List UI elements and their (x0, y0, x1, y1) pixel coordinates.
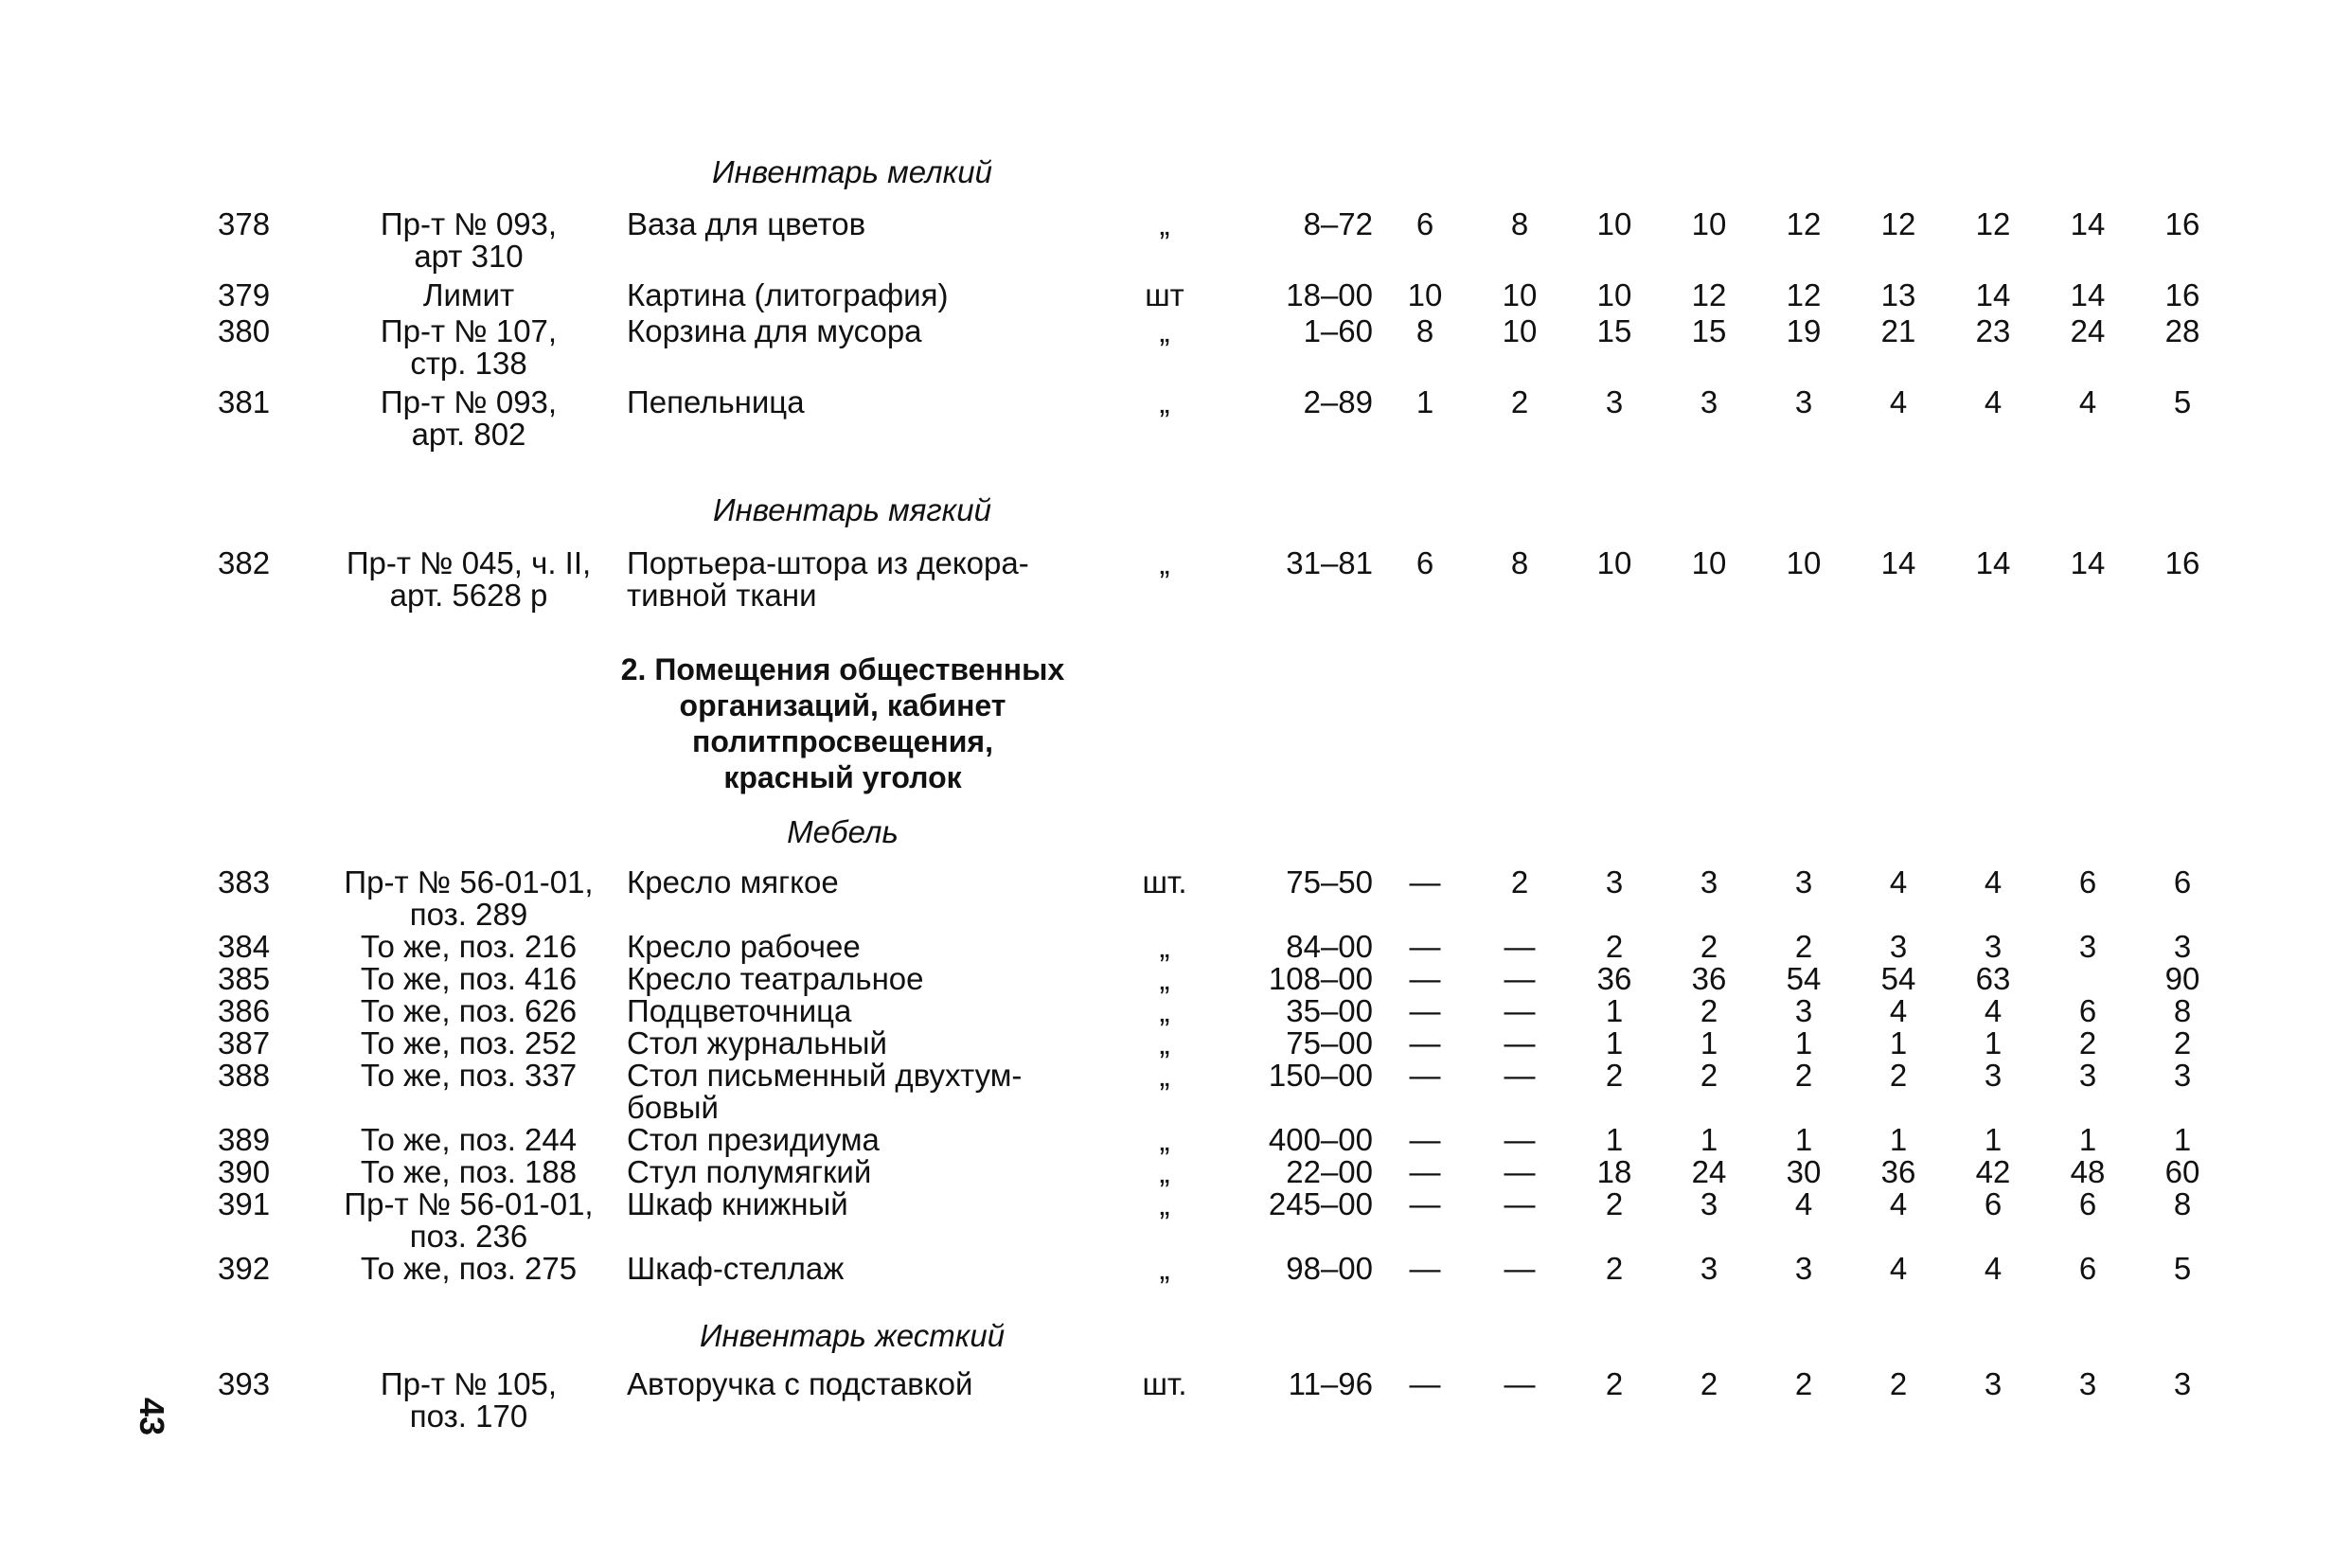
quantity-cell: 4 (1984, 993, 2003, 1028)
section-title-line: политпросвещения, (692, 724, 993, 758)
quantity-cell: 1 (1889, 1122, 1908, 1157)
quantity-cell: — (1409, 864, 1441, 900)
item-number: 392 (218, 1251, 271, 1286)
item-name (627, 547, 1119, 612)
quantity-cell: 10 (1502, 277, 1538, 312)
quantity-cell: 3 (2173, 1058, 2192, 1093)
heading-inventory-soft: Инвентарь мягкий (713, 492, 991, 527)
quantity-cell: 10 (1691, 206, 1727, 241)
item-name-line: Кресло мягкое (627, 864, 839, 900)
item-name (627, 1188, 1119, 1221)
quantity-cell: 3 (1984, 929, 2003, 964)
item-number: 381 (218, 384, 271, 419)
item-name (627, 1060, 1119, 1124)
quantity-cell: 2 (2078, 1025, 2097, 1060)
item-number: 388 (218, 1058, 271, 1093)
quantity-cell: — (1409, 1122, 1441, 1157)
quantity-cell: 2 (1889, 1366, 1908, 1401)
item-name-line: бовый (627, 1090, 719, 1125)
item-unit: „ (1159, 993, 1170, 1028)
item-price: 18–00 (1286, 277, 1373, 312)
quantity-cell: 2 (1605, 1251, 1624, 1286)
item-price: 75–00 (1286, 1025, 1373, 1060)
quantity-cell: 2 (1510, 864, 1529, 900)
quantity-cell: 1 (1700, 1025, 1718, 1060)
quantity-cell: 1 (1984, 1025, 2003, 1060)
quantity-cell: 12 (1786, 277, 1822, 312)
quantity-cell: 54 (1880, 961, 1916, 996)
item-number: 387 (218, 1025, 271, 1060)
quantity-cell: 14 (2070, 545, 2106, 580)
quantity-cell: 28 (2164, 313, 2200, 348)
item-name-line: тивной ткани (627, 578, 817, 613)
quantity-cell: 3 (1700, 1251, 1718, 1286)
item-number: 393 (218, 1366, 271, 1401)
quantity-cell: 10 (1596, 206, 1632, 241)
quantity-cell: 14 (1975, 277, 2011, 312)
quantity-cell: 1 (1984, 1122, 2003, 1157)
quantity-cell: 60 (2164, 1154, 2200, 1189)
quantity-cell: 4 (1889, 993, 1908, 1028)
item-unit: шт (1145, 277, 1184, 312)
quantity-cell: — (1504, 1154, 1536, 1189)
item-price: 2–89 (1303, 384, 1373, 419)
quantity-cell: 3 (2173, 1366, 2192, 1401)
quantity-cell: 6 (1415, 206, 1434, 241)
item-source-line: То же, поз. 337 (360, 1058, 578, 1093)
item-source (312, 547, 625, 612)
quantity-cell: — (1504, 1251, 1536, 1286)
item-source-line: То же, поз. 275 (360, 1251, 578, 1286)
quantity-cell: 4 (1889, 1251, 1908, 1286)
item-name-line: Кресло рабочее (627, 929, 861, 964)
page-number: 43 (133, 1397, 172, 1436)
item-number: 382 (218, 545, 271, 580)
quantity-cell: 2 (1794, 1058, 1813, 1093)
quantity-cell: 12 (1975, 206, 2011, 241)
quantity-cell: 3 (1700, 384, 1718, 419)
quantity-cell: 2 (1794, 1366, 1813, 1401)
quantity-cell: 6 (2078, 1251, 2097, 1286)
item-price: 11–96 (1288, 1366, 1373, 1401)
quantity-cell: — (1409, 1154, 1441, 1189)
quantity-cell: 2 (1605, 1186, 1624, 1221)
quantity-cell: — (1504, 1366, 1536, 1401)
quantity-cell: 1 (1794, 1025, 1813, 1060)
item-number: 383 (218, 864, 271, 900)
item-name-line: Авторучка с подставкой (627, 1366, 973, 1401)
item-number: 386 (218, 993, 271, 1028)
item-name (627, 866, 1119, 899)
item-name (627, 279, 1119, 312)
item-number: 390 (218, 1154, 271, 1189)
item-name-line: Кресло театральное (627, 961, 924, 996)
item-source-line: То же, поз. 188 (360, 1154, 578, 1189)
quantity-cell: — (1409, 1251, 1441, 1286)
item-number: 378 (218, 206, 271, 241)
quantity-cell: 36 (1596, 961, 1632, 996)
item-price: 150–00 (1268, 1058, 1373, 1093)
quantity-cell: — (1504, 961, 1536, 996)
item-price: 400–00 (1268, 1122, 1373, 1157)
quantity-cell: 4 (2078, 384, 2097, 419)
quantity-cell: 16 (2164, 206, 2200, 241)
quantity-cell: 15 (1596, 313, 1632, 348)
item-source-line: стр. 138 (410, 346, 527, 381)
quantity-cell: 3 (2078, 929, 2097, 964)
heading-inventory-small: Инвентарь мелкий (712, 154, 992, 189)
item-source-line: Пр-т № 56-01-01, (344, 1186, 594, 1221)
item-name-line: Корзина для мусора (627, 313, 922, 348)
item-source-line: Лимит (422, 277, 515, 312)
quantity-cell: 36 (1691, 961, 1727, 996)
quantity-cell: 23 (1975, 313, 2011, 348)
quantity-cell: 3 (2173, 929, 2192, 964)
quantity-cell: 3 (1794, 1251, 1813, 1286)
item-source (312, 995, 625, 1027)
item-name-line: Стол журнальный (627, 1025, 887, 1060)
quantity-cell: — (1409, 961, 1441, 996)
quantity-cell: 14 (2070, 206, 2106, 241)
item-number: 389 (218, 1122, 271, 1157)
item-source-line: арт. 5628 р (389, 578, 548, 613)
quantity-cell: 8 (1510, 206, 1529, 241)
item-number: 380 (218, 313, 271, 348)
item-name (627, 1156, 1119, 1188)
quantity-cell: 3 (1700, 864, 1718, 900)
item-name-line: Стул полумягкий (627, 1154, 872, 1189)
item-unit: „ (1159, 1154, 1170, 1189)
item-source (312, 866, 625, 931)
item-unit: шт. (1142, 1366, 1187, 1401)
quantity-cell: 54 (1786, 961, 1822, 996)
quantity-cell: 16 (2164, 545, 2200, 580)
item-source-line: Пр-т № 107, (380, 313, 558, 348)
item-name (627, 1027, 1119, 1060)
quantity-cell: — (1409, 1366, 1441, 1401)
quantity-cell: — (1504, 1058, 1536, 1093)
item-name-line: Ваза для цветов (627, 206, 866, 241)
quantity-cell: 2 (1889, 1058, 1908, 1093)
quantity-cell: 10 (1786, 545, 1822, 580)
quantity-cell: 42 (1975, 1154, 2011, 1189)
item-source-line: То же, поз. 244 (360, 1122, 578, 1157)
item-source-line: арт. 802 (411, 417, 526, 452)
item-source (312, 208, 625, 273)
item-price: 245–00 (1268, 1186, 1373, 1221)
item-source (312, 315, 625, 380)
item-price: 84–00 (1286, 929, 1373, 964)
item-name-line: Шкаф-стеллаж (627, 1251, 845, 1286)
item-unit: шт. (1142, 864, 1187, 900)
quantity-cell: 2 (1605, 1366, 1624, 1401)
quantity-cell: 2 (1700, 993, 1718, 1028)
item-name (627, 208, 1119, 241)
item-source-line: поз. 236 (409, 1219, 528, 1254)
item-source-line: То же, поз. 252 (360, 1025, 578, 1060)
quantity-cell: 4 (1984, 864, 2003, 900)
item-unit: „ (1159, 961, 1170, 996)
item-source (312, 1156, 625, 1188)
quantity-cell: 5 (2173, 384, 2192, 419)
quantity-cell: 2 (1700, 929, 1718, 964)
item-number: 391 (218, 1186, 271, 1221)
quantity-cell: 3 (1605, 384, 1624, 419)
item-source-line: Пр-т № 045, ч. II, (346, 545, 592, 580)
quantity-cell: — (1504, 1186, 1536, 1221)
quantity-cell: 1 (1700, 1122, 1718, 1157)
quantity-cell: 4 (1889, 1186, 1908, 1221)
quantity-cell: 24 (1691, 1154, 1727, 1189)
item-number: 384 (218, 929, 271, 964)
item-name-line: Подцветочница (627, 993, 852, 1028)
quantity-cell: 6 (2078, 1186, 2097, 1221)
item-name (627, 1253, 1119, 1285)
quantity-cell: 1 (2078, 1122, 2097, 1157)
quantity-cell: 2 (1700, 1058, 1718, 1093)
item-price: 8–72 (1303, 206, 1373, 241)
item-name (627, 963, 1119, 995)
quantity-cell: 2 (1700, 1366, 1718, 1401)
item-unit: „ (1159, 1058, 1170, 1093)
quantity-cell: 12 (1691, 277, 1727, 312)
quantity-cell: 6 (1415, 545, 1434, 580)
item-name-line: Пепельница (627, 384, 805, 419)
quantity-cell: 3 (1794, 384, 1813, 419)
item-price: 35–00 (1286, 993, 1373, 1028)
item-unit: „ (1159, 206, 1170, 241)
quantity-cell: 1 (1605, 1025, 1624, 1060)
quantity-cell: 1 (1415, 384, 1434, 419)
quantity-cell: 3 (1889, 929, 1908, 964)
item-name (627, 315, 1119, 347)
item-unit: „ (1159, 1251, 1170, 1286)
quantity-cell: — (1409, 1058, 1441, 1093)
quantity-cell: 14 (1880, 545, 1916, 580)
item-source-line: Пр-т № 093, (380, 384, 558, 419)
quantity-cell: 2 (1605, 1058, 1624, 1093)
item-unit: „ (1159, 1025, 1170, 1060)
quantity-cell: 10 (1691, 545, 1727, 580)
item-unit: „ (1159, 313, 1170, 348)
item-source (312, 931, 625, 963)
item-source-line: То же, поз. 216 (360, 929, 578, 964)
item-price: 31–81 (1286, 545, 1373, 580)
item-unit: „ (1159, 384, 1170, 419)
item-source-line: поз. 170 (409, 1399, 528, 1434)
item-source-line: То же, поз. 626 (360, 993, 578, 1028)
quantity-cell: 2 (1794, 929, 1813, 964)
quantity-cell: 1 (1605, 1122, 1624, 1157)
item-source-line: То же, поз. 416 (360, 961, 578, 996)
item-source (312, 963, 625, 995)
quantity-cell: 4 (1984, 384, 2003, 419)
quantity-cell: 14 (2070, 277, 2106, 312)
quantity-cell: 1 (2173, 1122, 2192, 1157)
quantity-cell: 6 (1984, 1186, 2003, 1221)
quantity-cell: 30 (1786, 1154, 1822, 1189)
quantity-cell: 16 (2164, 277, 2200, 312)
item-source (312, 1368, 625, 1433)
item-unit: „ (1159, 545, 1170, 580)
quantity-cell: 4 (1794, 1186, 1813, 1221)
quantity-cell: — (1504, 1025, 1536, 1060)
item-source (312, 386, 625, 451)
item-price: 22–00 (1286, 1154, 1373, 1189)
quantity-cell: 10 (1407, 277, 1443, 312)
quantity-cell: 3 (1984, 1058, 2003, 1093)
item-name-line: Шкаф книжный (627, 1186, 848, 1221)
quantity-cell: 3 (1794, 864, 1813, 900)
quantity-cell: 10 (1596, 545, 1632, 580)
quantity-cell: — (1409, 929, 1441, 964)
item-name (627, 931, 1119, 963)
quantity-cell: 3 (1794, 993, 1813, 1028)
quantity-cell: — (1409, 1186, 1441, 1221)
item-name-line: Стол письменный двухтум- (627, 1058, 1023, 1093)
quantity-cell: 8 (1510, 545, 1529, 580)
quantity-cell: 2 (1510, 384, 1529, 419)
quantity-cell: 21 (1880, 313, 1916, 348)
quantity-cell: 24 (2070, 313, 2106, 348)
section-title-line: 2. Помещения общественных (620, 652, 1065, 686)
quantity-cell: 63 (1975, 961, 2011, 996)
item-source (312, 1253, 625, 1285)
quantity-cell: 18 (1596, 1154, 1632, 1189)
quantity-cell: — (1504, 929, 1536, 964)
quantity-cell: 3 (1605, 864, 1624, 900)
quantity-cell: 12 (1786, 206, 1822, 241)
item-name (627, 386, 1119, 419)
quantity-cell: 6 (2173, 864, 2192, 900)
item-name (627, 995, 1119, 1027)
quantity-cell: 5 (2173, 1251, 2192, 1286)
quantity-cell: — (1409, 993, 1441, 1028)
quantity-cell: 2 (2173, 1025, 2192, 1060)
quantity-cell: 1 (1794, 1122, 1813, 1157)
quantity-cell: 3 (1984, 1366, 2003, 1401)
item-source (312, 1188, 625, 1253)
item-price: 98–00 (1286, 1251, 1373, 1286)
quantity-cell: — (1504, 1122, 1536, 1157)
item-name-line: Портьера-штора из декора- (627, 545, 1029, 580)
section-title-line: организаций, кабинет (679, 688, 1006, 722)
item-unit: „ (1159, 929, 1170, 964)
quantity-cell: 13 (1880, 277, 1916, 312)
quantity-cell: 48 (2070, 1154, 2106, 1189)
item-price: 1–60 (1303, 313, 1373, 348)
quantity-cell: 90 (2164, 961, 2200, 996)
item-source (312, 1060, 625, 1092)
quantity-cell: 10 (1596, 277, 1632, 312)
quantity-cell: 1 (1889, 1025, 1908, 1060)
section-title (606, 651, 1079, 795)
item-number: 379 (218, 277, 271, 312)
quantity-cell: 6 (2078, 993, 2097, 1028)
item-price: 108–00 (1268, 961, 1373, 996)
quantity-cell: 3 (2078, 1366, 2097, 1401)
heading-inventory-hard: Инвентарь жесткий (699, 1318, 1006, 1353)
item-source-line: Пр-т № 093, (380, 206, 558, 241)
quantity-cell: — (1409, 1025, 1441, 1060)
item-source (312, 1027, 625, 1060)
item-name-line: Стол президиума (627, 1122, 880, 1157)
item-price: 75–50 (1286, 864, 1373, 900)
quantity-cell: — (1504, 993, 1536, 1028)
item-source (312, 1124, 625, 1156)
item-source (312, 279, 625, 312)
quantity-cell: 8 (2173, 993, 2192, 1028)
quantity-cell: 4 (1984, 1251, 2003, 1286)
item-name-line: Картина (литография) (627, 277, 949, 312)
quantity-cell: 36 (1880, 1154, 1916, 1189)
item-source-line: Пр-т № 56-01-01, (344, 864, 594, 900)
item-unit: „ (1159, 1122, 1170, 1157)
section-title-line: красный уголок (723, 760, 962, 794)
item-unit: „ (1159, 1186, 1170, 1221)
item-source-line: Пр-т № 105, (380, 1366, 558, 1401)
quantity-cell: 3 (2078, 1058, 2097, 1093)
quantity-cell: 15 (1691, 313, 1727, 348)
quantity-cell: 4 (1889, 384, 1908, 419)
quantity-cell: 8 (1415, 313, 1434, 348)
quantity-cell: 6 (2078, 864, 2097, 900)
quantity-cell: 14 (1975, 545, 2011, 580)
quantity-cell: 8 (2173, 1186, 2192, 1221)
quantity-cell: 1 (1605, 993, 1624, 1028)
item-name (627, 1368, 1119, 1400)
quantity-cell: 4 (1889, 864, 1908, 900)
quantity-cell: 3 (1700, 1186, 1718, 1221)
heading-furniture: Мебель (787, 814, 899, 849)
quantity-cell: 19 (1786, 313, 1822, 348)
item-source-line: арт 310 (414, 239, 524, 274)
item-number: 385 (218, 961, 271, 996)
item-source-line: поз. 289 (409, 897, 528, 932)
quantity-cell: 12 (1880, 206, 1916, 241)
quantity-cell: 2 (1605, 929, 1624, 964)
item-name (627, 1124, 1119, 1156)
quantity-cell: 10 (1502, 313, 1538, 348)
